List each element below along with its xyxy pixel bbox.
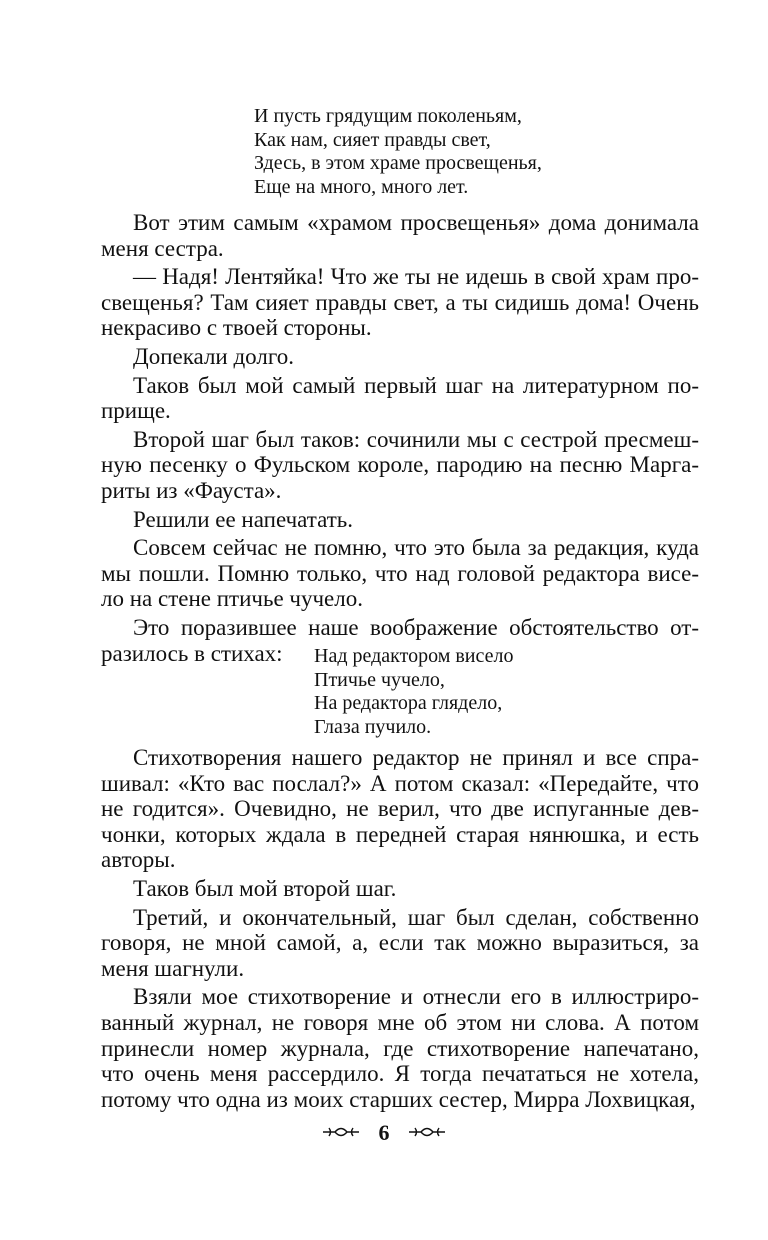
text-line: Взяли мое стихотворение и отнесли его в иллюстриро- (133, 984, 699, 1010)
prose-section-2 (101, 745, 699, 1115)
paragraph (101, 876, 699, 902)
text-line: Вот этим самым «храмом просвещенья» дома донимала (133, 210, 699, 235)
poem-line: И пусть грядущим поколеньям, (254, 105, 522, 127)
ornament-right-icon (407, 1120, 447, 1146)
text-line: ло на стене птичье чучело. (101, 586, 363, 612)
text-line: шивал: «Кто вас послал?» А потом сказал: «Передайте, что (101, 770, 699, 796)
paragraph (101, 373, 699, 424)
text-line: ную песенку о Фульском короле, пародию на песню Марга- (101, 452, 699, 478)
paragraph (101, 507, 699, 533)
text-line: Третий, и окончательный, шаг был сделан, собственно (133, 904, 699, 930)
text-line: что очень меня рассердило. Я тогда печататься не хотела, (101, 1061, 699, 1087)
poem-line: Как нам, сияет правды свет, (254, 128, 491, 151)
text-line: Совсем сейчас не помню, что это была за редакция, куда (133, 535, 699, 561)
paragraph (101, 535, 699, 612)
text-line: потому что одна из моих старших сестер, Мирра Лохвицкая, (101, 1086, 696, 1112)
poem-line: Глаза пучило. (314, 715, 432, 738)
text-line: ванный журнал, не говоря мне об этом ни слова. А потом (101, 1009, 699, 1035)
text-line: риты из «Фауста». (101, 477, 282, 503)
text-line: меня шагнули. (101, 955, 245, 981)
poem-line: Над редактором висело (314, 645, 514, 667)
text-line: — Надя! Лентяйка! Что же ты не идешь в свой храм про- (133, 264, 699, 290)
poem-line: Здесь, в этом храме просвещенья, (254, 152, 542, 174)
text-line: свещенья? Там сияет правды свет, а ты сидишь дома! Очень (101, 289, 699, 315)
text-line: прище. (101, 398, 171, 424)
text-line: Таков был мой второй шаг. (133, 875, 397, 901)
paragraph (101, 264, 699, 341)
paragraph (101, 344, 699, 370)
text-line: меня сестра. (101, 235, 224, 261)
poem-line: Птичье чучело, (314, 668, 445, 691)
text-line: Таков был мой самый первый шаг на литературном по- (133, 372, 699, 398)
paragraph (101, 905, 699, 982)
paragraph (101, 984, 699, 1112)
text-line: авторы. (101, 847, 176, 873)
poem-line: Еще на много, много лет. (254, 175, 469, 198)
paragraph (101, 745, 699, 873)
text-line: разилось в стихах: (101, 640, 283, 666)
poem-line: На редактора глядело, (314, 692, 503, 714)
prose-section-1 (101, 210, 699, 669)
text-line: Допекали долго. (133, 343, 294, 369)
text-line: чонки, которых ждала в передней старая нянюшка, и есть (101, 821, 699, 847)
text-line: принесли номер журнала, где стихотворение напечатано, (101, 1035, 699, 1061)
page-footer (0, 1118, 768, 1146)
text-line: некрасиво с твоей стороны. (101, 315, 372, 341)
text-line: говоря, не мной самой, а, если так можно выразиться, за (101, 930, 699, 956)
poem-stanza-1 (254, 105, 542, 199)
paragraph (101, 210, 699, 261)
text-line: Это поразившее наше воображение обстоятельство от- (133, 614, 699, 640)
ornament-left-icon (321, 1120, 361, 1146)
text-line: Стихотворения нашего редактор не принял и все спра- (133, 745, 699, 770)
text-line: Решили ее напечатать. (133, 506, 353, 532)
page-number: 6 (378, 1119, 390, 1145)
text-line: Второй шаг был таков: сочинили мы с сестрой пресмеш- (133, 426, 699, 452)
poem-stanza-2 (314, 645, 514, 739)
paragraph (101, 427, 699, 504)
text-line: мы пошли. Помню только, что над головой редактора висе- (101, 560, 699, 586)
text-line: не годится». Очевидно, не верил, что две испуганные дев- (101, 796, 699, 822)
